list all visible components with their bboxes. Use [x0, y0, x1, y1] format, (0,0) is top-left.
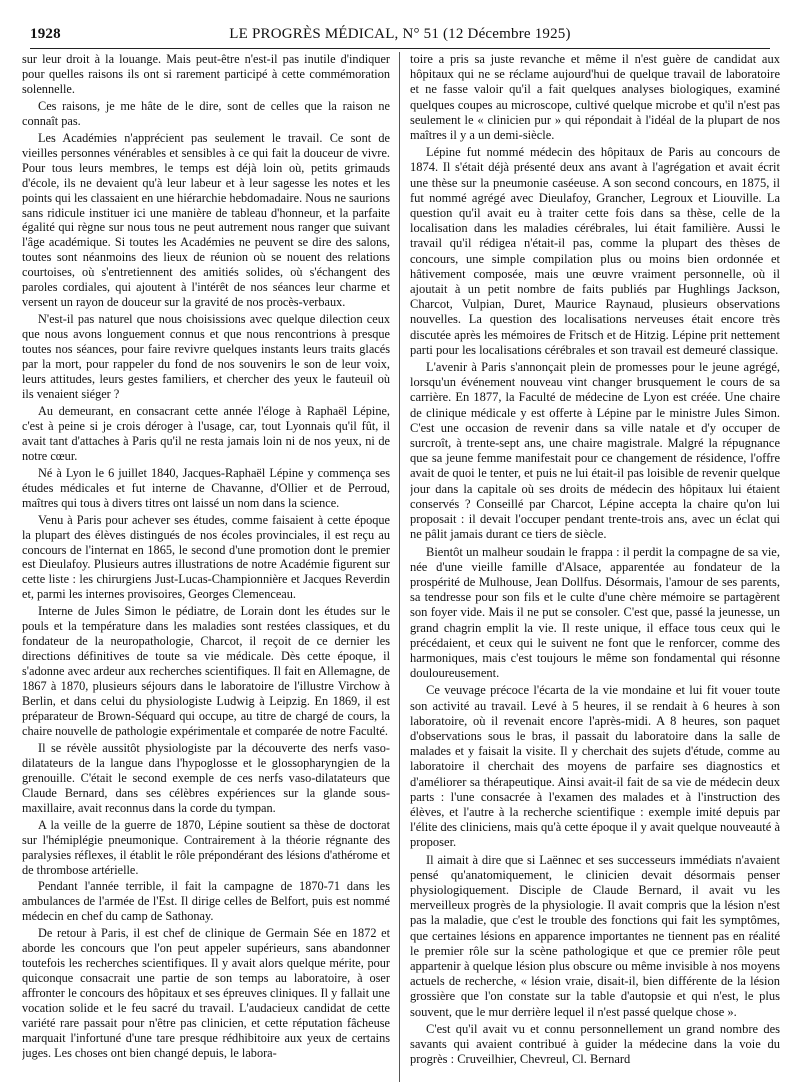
paragraph: Il aimait à dire que si Laënnec et ses successeurs immédiats n'avaient pensé qu'anatomiquement, le clinicien devait désormais penser physiologiquement. Disciple de Claude Bernard, il avait vu les merveilleux progrès de la physiologie. Il avait compris que la lésion n'est pas la maladie, que c'est le trouble des fonctions qui fait les symptômes, que certaines lésions en apparence importantes ne tiennent pas en réalité le premier rôle sur la scène pathologique et que ce premier rôle peut appartenir à quelque lésion plus obscure ou même invisible à nos moyens actuels de recherche, « lésion vraie, disait-il, bien différente de la lésion grossière que l'on constate sur la table d'autopsie et qui n'est, le plus souvent, que le mur derrière lequel il n'est passé quelque chose ».	[410, 852, 780, 1019]
paragraph: L'avenir à Paris s'annonçait plein de promesses pour le jeune agrégé, lorsqu'un événement nouveau vint changer brusquement le cours de sa carrière. En 1877, la Faculté de médecine de Lyon est créée. Une chaire de clinique médicale y est offerte à Lépine par le ministre Jules Simon. C'est une occasion de revenir dans sa ville natale et d'y occuper de surcroît, à trente-sept ans, une chaire magistrale. Malgré la répugnance que sa jeune femme manifestait pour ce changement de résidence, l'offre avait de quoi le tenter, et puis ne lui était-il pas loisible de revenir quelque jour dans la capitale où ses droits de médecin des hôpitaux lui étaient conservés ? Conseillé par Charcot, Lépine accepta la chaire qu'on lui proposait : il devait l'occuper pendant trente-trois ans, avec un éclat qui ne pâlit jamais durant ce tiers de siècle.	[410, 360, 780, 542]
paragraph: Il se révèle aussitôt physiologiste par la découverte des nerfs vaso-dilatateurs de la langue dans l'hypoglosse et le glossopharyngien de la grenouille. C'était le second exemple de ces nerfs vaso-dilatateurs que Claude Bernard, dans ses célèbres expériences sur la glande sous-maxillaire, avait reconnus dans la corde du tympan.	[22, 740, 390, 815]
paragraph: Venu à Paris pour achever ses études, comme faisaient à cette époque la plupart des élèves distingués de nos écoles provinciales, il est reçu au concours de l'internat en 1865, le second d'une promotion dont le premier est Dieulafoy. Plusieurs autres illustrations de notre Académie figurent sur cette liste : les chirurgiens Just-Lucas-Championnière et Jacques Reverdin et, parmi les internes provisoires, Georges Clemenceau.	[22, 512, 390, 602]
running-title: LE PROGRÈS MÉDICAL, N° 51 (12 Décembre 1925)	[229, 26, 571, 42]
page-number: 1928	[30, 26, 61, 42]
paragraph: Les Académies n'apprécient pas seulement le travail. Ce sont de vieilles personnes vénérables et sensibles à ce qui fait la douceur de vivre. Pour tous leurs membres, le temps est déjà loin où, petits grimauds d'école, ils ne devaient qu'à leur labeur et à leur sagesse les notes et les points qui les classaient en une hiérarchie hebdomadaire. Nous ne saurions sans ridicule instituer ici une manière de tableau d'honneur, et la parfaite égalité qui règne sur nous tous ne peut autrement nous ranger que suivant l'âge académique. Si toutes les Académies ne peuvent se dire des salons, toutes sont néanmoins des lieux de réunion où se nouent des relations courtoises, où s'entretiennent des amitiés solides, où s'échangent des paroles cordiales, qui ajoutent à l'intérêt de nos séances leur charme et versent un rayon de douceur sur la gravité de nos procès-verbaux.	[22, 130, 390, 310]
paragraph: Lépine fut nommé médecin des hôpitaux de Paris au concours de 1874. Il s'était déjà présenté deux ans avant à l'agrégation et avait écrit une thèse sur la pneumonie caséeuse. A son second concours, en 1875, il fut nommé agrégé avec Dieulafoy, Grancher, Legroux et Liouville. La question qu'il avait eu à traiter cette fois dans sa thèse, celle de la localisation dans les maladies cérébrales, lui était familière. Aussi le travail qu'il rédigea n'était-il pas, comme la plupart des thèses de concours, une simple compilation plus ou moins bien ordonnée et hâtivement composée, mais une œuvre vraiment personnelle, où il ajoutait à un petit nombre de faits publiés par Hughlings Jackson, Charcot, Vulpian, Duret, Maurice Raynaud, plusieurs observations nouvelles. La question des localisations nerveuses était encore très discutée après les mémoires de Fritsch et de Hitzig. Lépine prit nettement parti pour les localisations cérébrales et son travail est demeuré classique.	[410, 145, 780, 357]
left-column	[22, 52, 390, 1084]
paragraph: Pendant l'année terrible, il fait la campagne de 1870-71 dans les ambulances de l'armée de l'Est. Il dirige celles de Belfort, puis est nommé médecin en chef du camp de Sathonay.	[22, 879, 390, 924]
paragraph: toire a pris sa juste revanche et même il n'est guère de candidat aux hôpitaux qui ne se réclame aujourd'hui de quelque travail de laboratoire et ne fasse valoir qu'il a fait quelques analyses biologiques, examiné quelques coupes au microscope, cultivé quelque microbe et qu'il n'est pas seulement le « clinicien pur » qui répondait à l'idéal de la plupart de nos maîtres il y a un demi-siècle.	[410, 52, 780, 143]
paragraph: Au demeurant, en consacrant cette année l'éloge à Raphaël Lépine, c'est à peine si je crois déroger à l'usage, car, tout Lyonnais qu'il fût, il avait tant d'attaches à Paris qu'il ne resta jamais loin ni de nos yeux, ni de notre cœur.	[22, 403, 390, 463]
running-header	[30, 26, 770, 49]
paragraph: sur leur droit à la louange. Mais peut-être n'est-il pas inutile d'indiquer pour quelles raisons ils ont si rarement participé à cette commémoration solennelle.	[22, 52, 390, 96]
right-column	[410, 52, 780, 1084]
paragraph: A la veille de la guerre de 1870, Lépine soutient sa thèse de doctorat sur l'hémiplégie pneumonique. Contrairement à la théorie régnante des paralysies réflexes, il établit le rôle prépondérant des lésions d'athérome et de thrombose artérielle.	[22, 817, 390, 877]
paragraph: Ces raisons, je me hâte de le dire, sont de celles que la raison ne connaît pas.	[22, 98, 390, 128]
paragraph: Né à Lyon le 6 juillet 1840, Jacques-Raphaël Lépine y commença ses études médicales et fut interne de Chavanne, d'Ollier et de Perroud, maîtres qui tous à divers titres ont laissé un nom dans la science.	[22, 465, 390, 510]
paragraph: Interne de Jules Simon le pédiatre, de Lorain dont les études sur le pouls et la température dans les maladies sont restées classiques, et du fondateur de la neuropathologie, Charcot, il reçoit de ce dernier les directions définitives de toute sa vie médicale. Dès cette époque, il s'adonne avec ardeur aux recherches scientifiques. Il fait en Allemagne, de 1867 à 1870, plusieurs séjours dans le laboratoire de l'illustre Virchow à Berlin, et dans celui du physiologiste Ludwig à Leipzig. En 1869, il est préparateur de Brown-Séquard qui occupe, au titre de chargé de cours, la chaire nouvelle de pathologie expérimentale et comparée de notre Faculté.	[22, 604, 390, 738]
column-rule	[399, 52, 400, 1082]
paragraph: N'est-il pas naturel que nous choisissions avec quelque dilection ceux que nous avons longuement connus et que nous rencontrions à presque toutes nos séances, pour faire revivre quelques instants leurs traits glacés par la mort, pour rappeler du fond de nos souvenirs le son de leur voix, leurs attitudes, leurs gestes familiers, et chercher des yeux le fauteuil où ils venaient siéger ?	[22, 312, 390, 401]
paragraph: Bientôt un malheur soudain le frappa : il perdit la compagne de sa vie, née d'une vieille famille d'Alsace, apparentée au fondateur de la prospérité de Mulhouse, Jean Dollfus. Désormais, l'amour de ses parents, sa tendresse pour son fils et le culte d'une chère mémoire se partagèrent son foyer vide. Mais il ne put se consoler. C'est que, passé la jeunesse, un grand chagrin emplit la vie. Il reste unique, il efface tous ceux qui le précédaient, et ceux qui le suivent ne font que le renforcer, comme des harmoniques, mais c'est toujours le même son fondamental qui résonne douloureusement.	[410, 544, 780, 681]
paragraph: De retour à Paris, il est chef de clinique de Germain Sée en 1872 et aborde les concours que l'on peut appeler supérieurs, sans abandonner toutefois les recherches scientifiques. Il y avait alors quelque mérite, pour quiconque consacrait une partie de son temps au laboratoire, à oser affronter le concours des hôpitaux et ses épreuves cliniques. Il y fallait une vocation solide et le feu sacré du travail. L'audacieux candidat de cette variété rare passait pour n'être pas clinicien, et cette réputation fâcheuse marquait l'infortuné d'une tare presque rédhibitoire aux yeux de certains juges. Les choses ont bien changé depuis, le labora-	[22, 926, 390, 1060]
paragraph: Ce veuvage précoce l'écarta de la vie mondaine et lui fit vouer toute son activité au travail. Levé à 5 heures, il se rendait à 6 heures à son laboratoire, où il revenait encore l'après-midi. A 8 heures, son paquet d'observations sous le bras, il passait du laboratoire dans la salle de malades et y faisait la visite. Il y cherchait des sujets d'étude, comme au laboratoire il cherchait des moyens de parfaire ses diagnostics et d'améliorer sa thérapeutique. Ainsi avait-il fait de sa vie de médecin deux parts : l'une consacrée à l'examen des malades et à l'instruction des élèves, et l'autre à la recherche scientifique : exemple imité depuis par l'élite des cliniciens, mais qu'à cette époque il y avait quelque nouveauté à proposer.	[410, 683, 780, 850]
paragraph: C'est qu'il avait vu et connu personnellement un grand nombre des savants qui avaient contribué à guider la médecine dans la voie du progrès : Cruveilhier, Chevreul, Cl. Bernard	[410, 1021, 780, 1067]
